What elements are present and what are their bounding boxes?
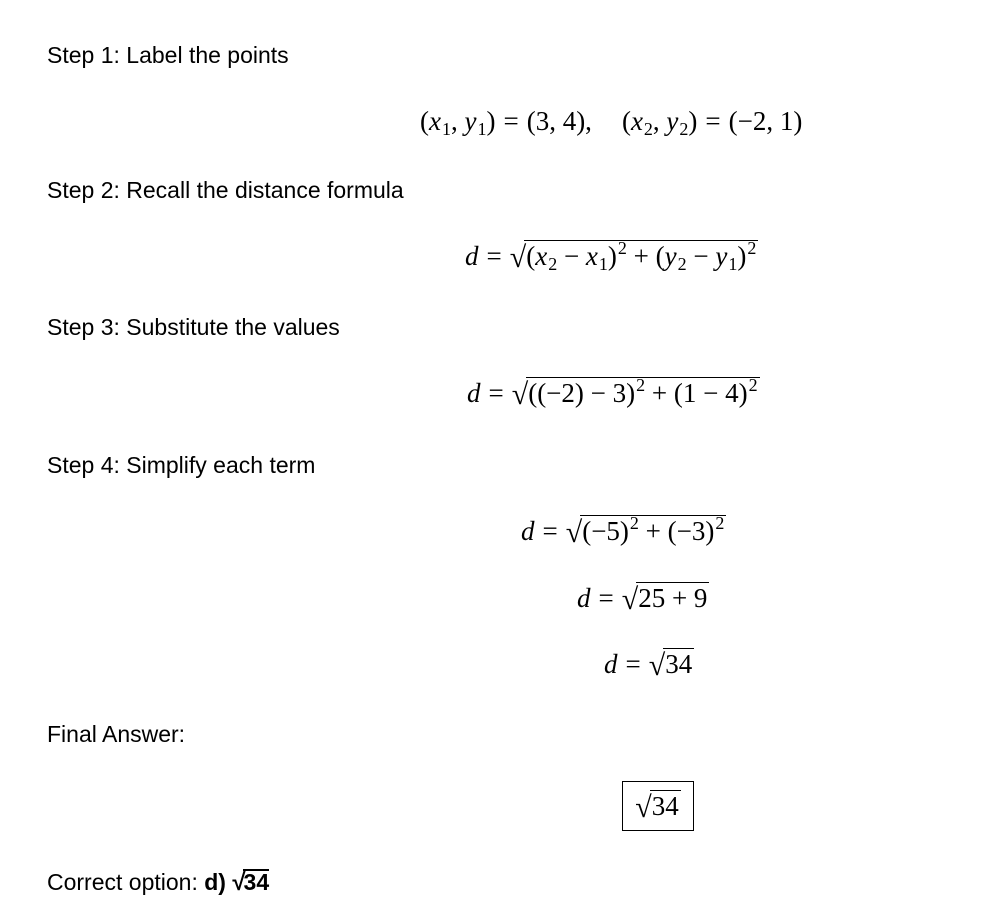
distance-formula: $d = √(x2 - x1)^2 + (y2 - y1)^2$ xyxy=(465,238,757,274)
substitution-equation: $d = √((-2) - 3)^2 + (1 - 4)^2$ xyxy=(467,375,758,411)
correct-option-letter: d) xyxy=(204,869,226,895)
final-answer-box: √34 xyxy=(622,781,694,831)
step1-heading: Step 1: Label the points xyxy=(47,42,289,68)
simplify-equation-2: d = √25 + 9 xyxy=(577,583,708,616)
step4-heading: Step 4: Simplify each term xyxy=(47,452,316,478)
simplify-equation-3: d = √34 xyxy=(604,649,693,682)
final-answer-value: 34 xyxy=(651,791,679,821)
correct-option-label: Correct option: xyxy=(47,869,198,895)
correct-option-value: 34 xyxy=(243,869,270,895)
correct-option: Correct option: d) √34 xyxy=(47,869,270,896)
step2-heading: Step 2: Recall the distance formula xyxy=(47,177,404,203)
step3-heading: Step 3: Substitute the values xyxy=(47,314,340,340)
step1-equation: (x1, y1) = (3, 4), (x2, y2) = (−2, 1) xyxy=(420,106,803,139)
final-answer-heading: Final Answer: xyxy=(47,721,186,747)
simplify-equation-1: $d = √(-5)^2 + (-3)^2$ xyxy=(521,513,725,549)
